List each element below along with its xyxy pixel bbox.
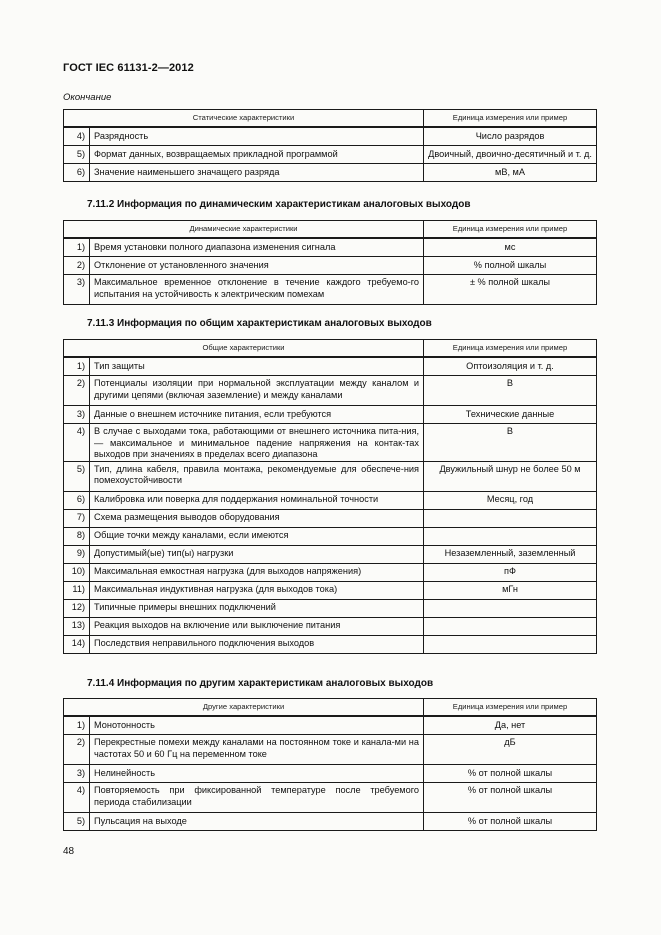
table-row [64, 357, 597, 376]
column-header-unit: Единица измерения или пример [424, 699, 597, 717]
row-unit: ± % полной шкалы [424, 275, 597, 305]
row-unit: мВ, мА [424, 164, 597, 182]
row-description: Потенциалы изоляции при нормальной эксплуатации между каналом и другими цепями (включая заземление) и между каналами [90, 376, 424, 406]
row-unit: мГн [424, 581, 597, 599]
row-number: 1) [64, 716, 90, 735]
table-row [64, 509, 597, 527]
column-header-unit: Единица измерения или пример [424, 340, 597, 358]
row-description: В случае с выходами тока, работающими от внешнего источника пита-ния, — максимальное и минимальное падение напряжения на контак-тах выходов при значениях в пределах всего диапазона [90, 424, 424, 462]
table-row [64, 581, 597, 599]
row-description: Разрядность [90, 127, 424, 146]
table-header-row [64, 110, 597, 128]
table-row [64, 563, 597, 581]
row-number: 7) [64, 509, 90, 527]
row-description: Нелинейность [90, 765, 424, 783]
table-row [64, 716, 597, 735]
row-description: Схема размещения выводов оборудования [90, 509, 424, 527]
row-number: 11) [64, 581, 90, 599]
static-rows [64, 127, 597, 182]
continuation-label: Окончание [63, 92, 112, 103]
row-description: Максимальная емкостная нагрузка (для выходов напряжения) [90, 563, 424, 581]
row-description: Допустимый(ые) тип(ы) нагрузки [90, 545, 424, 563]
table-row [64, 275, 597, 305]
row-unit: Число разрядов [424, 127, 597, 146]
row-description: Калибровка или поверка для поддержания номинальной точности [90, 491, 424, 509]
row-number: 9) [64, 545, 90, 563]
row-unit: % от полной шкалы [424, 813, 597, 831]
row-unit: % полной шкалы [424, 257, 597, 275]
row-description: Общие точки между каналами, если имеются [90, 527, 424, 545]
row-number: 2) [64, 257, 90, 275]
section-heading-general: 7.11.3 Информация по общим характеристикам аналоговых выходов [87, 318, 432, 329]
row-unit [424, 635, 597, 653]
document-title: ГОСТ IEC 61131-2—2012 [63, 62, 194, 74]
row-description: Данные о внешнем источнике питания, если требуются [90, 406, 424, 424]
row-number: 12) [64, 599, 90, 617]
row-unit: % от полной шкалы [424, 765, 597, 783]
table-row [64, 617, 597, 635]
table-row [64, 461, 597, 491]
dynamic-characteristics-table [63, 220, 597, 305]
row-unit: Технические данные [424, 406, 597, 424]
row-number: 1) [64, 357, 90, 376]
row-unit: Месяц, год [424, 491, 597, 509]
table-row [64, 376, 597, 406]
table-row [64, 406, 597, 424]
row-unit: Да, нет [424, 716, 597, 735]
row-unit [424, 509, 597, 527]
table-row [64, 765, 597, 783]
row-number: 3) [64, 275, 90, 305]
table-row [64, 527, 597, 545]
row-unit: мс [424, 238, 597, 257]
row-unit: В [424, 376, 597, 406]
table-header-row [64, 340, 597, 358]
row-description: Пульсация на выходе [90, 813, 424, 831]
row-unit: Двужильный шнур не более 50 м [424, 461, 597, 491]
row-description: Реакция выходов на включение или выключение питания [90, 617, 424, 635]
row-unit: Двоичный, двоично-десятичный и т. д. [424, 146, 597, 164]
row-unit: Оптоизоляция и т. д. [424, 357, 597, 376]
row-number: 4) [64, 127, 90, 146]
row-number: 10) [64, 563, 90, 581]
row-description: Максимальная индуктивная нагрузка (для выходов тока) [90, 581, 424, 599]
table-row [64, 813, 597, 831]
row-description: Время установки полного диапазона изменения сигнала [90, 238, 424, 257]
table-header-row [64, 221, 597, 239]
row-description: Тип защиты [90, 357, 424, 376]
general-rows [64, 357, 597, 653]
table-row [64, 783, 597, 813]
other-characteristics-table [63, 698, 597, 831]
row-number: 5) [64, 461, 90, 491]
row-description: Максимальное временное отклонение в течение каждого требуемо-го испытания на устойчивость к электрическим помехам [90, 275, 424, 305]
table-row [64, 164, 597, 182]
row-number: 3) [64, 765, 90, 783]
row-number: 2) [64, 735, 90, 765]
section-heading-other: 7.11.4 Информация по другим характеристикам аналоговых выходов [87, 678, 434, 689]
row-number: 5) [64, 146, 90, 164]
table-row [64, 735, 597, 765]
row-number: 6) [64, 491, 90, 509]
other-rows [64, 716, 597, 831]
table-row [64, 599, 597, 617]
row-unit: дБ [424, 735, 597, 765]
row-number: 13) [64, 617, 90, 635]
row-number: 8) [64, 527, 90, 545]
row-description: Значение наименьшего значащего разряда [90, 164, 424, 182]
row-unit: пФ [424, 563, 597, 581]
row-number: 3) [64, 406, 90, 424]
row-description: Повторяемость при фиксированной температуре после требуемого периода стабилизации [90, 783, 424, 813]
row-description: Типичные примеры внешних подключений [90, 599, 424, 617]
row-number: 14) [64, 635, 90, 653]
row-unit: Незаземленный, заземленный [424, 545, 597, 563]
row-number: 1) [64, 238, 90, 257]
table-row [64, 146, 597, 164]
table-row [64, 545, 597, 563]
table-row [64, 635, 597, 653]
column-header-characteristics: Динамические характеристики [64, 221, 424, 239]
row-number: 5) [64, 813, 90, 831]
general-characteristics-table [63, 339, 597, 654]
static-characteristics-table [63, 109, 597, 182]
table-row [64, 238, 597, 257]
column-header-characteristics: Общие характеристики [64, 340, 424, 358]
section-heading-dynamic: 7.11.2 Информация по динамическим характеристикам аналоговых выходов [87, 199, 471, 210]
row-description: Перекрестные помехи между каналами на постоянном токе и канала-ми на частотах 50 и 60 Гц на переменном токе [90, 735, 424, 765]
table-header-row [64, 699, 597, 717]
column-header-unit: Единица измерения или пример [424, 110, 597, 128]
row-number: 2) [64, 376, 90, 406]
table-row [64, 257, 597, 275]
column-header-characteristics: Другие характеристики [64, 699, 424, 717]
row-description: Отклонение от установленного значения [90, 257, 424, 275]
row-description: Монотонность [90, 716, 424, 735]
page-number: 48 [63, 846, 75, 857]
row-description: Формат данных, возвращаемых прикладной программой [90, 146, 424, 164]
row-unit [424, 617, 597, 635]
row-number: 4) [64, 424, 90, 462]
dynamic-rows [64, 238, 597, 305]
column-header-characteristics: Статические характеристики [64, 110, 424, 128]
row-number: 4) [64, 783, 90, 813]
row-unit: % от полной шкалы [424, 783, 597, 813]
row-unit [424, 527, 597, 545]
row-unit [424, 599, 597, 617]
row-unit: В [424, 424, 597, 462]
table-row [64, 127, 597, 146]
row-description: Последствия неправильного подключения выходов [90, 635, 424, 653]
column-header-unit: Единица измерения или пример [424, 221, 597, 239]
table-row [64, 424, 597, 462]
row-number: 6) [64, 164, 90, 182]
table-row [64, 491, 597, 509]
row-description: Тип, длина кабеля, правила монтажа, рекомендуемые для обеспече-ния помехоустойчивости [90, 461, 424, 491]
